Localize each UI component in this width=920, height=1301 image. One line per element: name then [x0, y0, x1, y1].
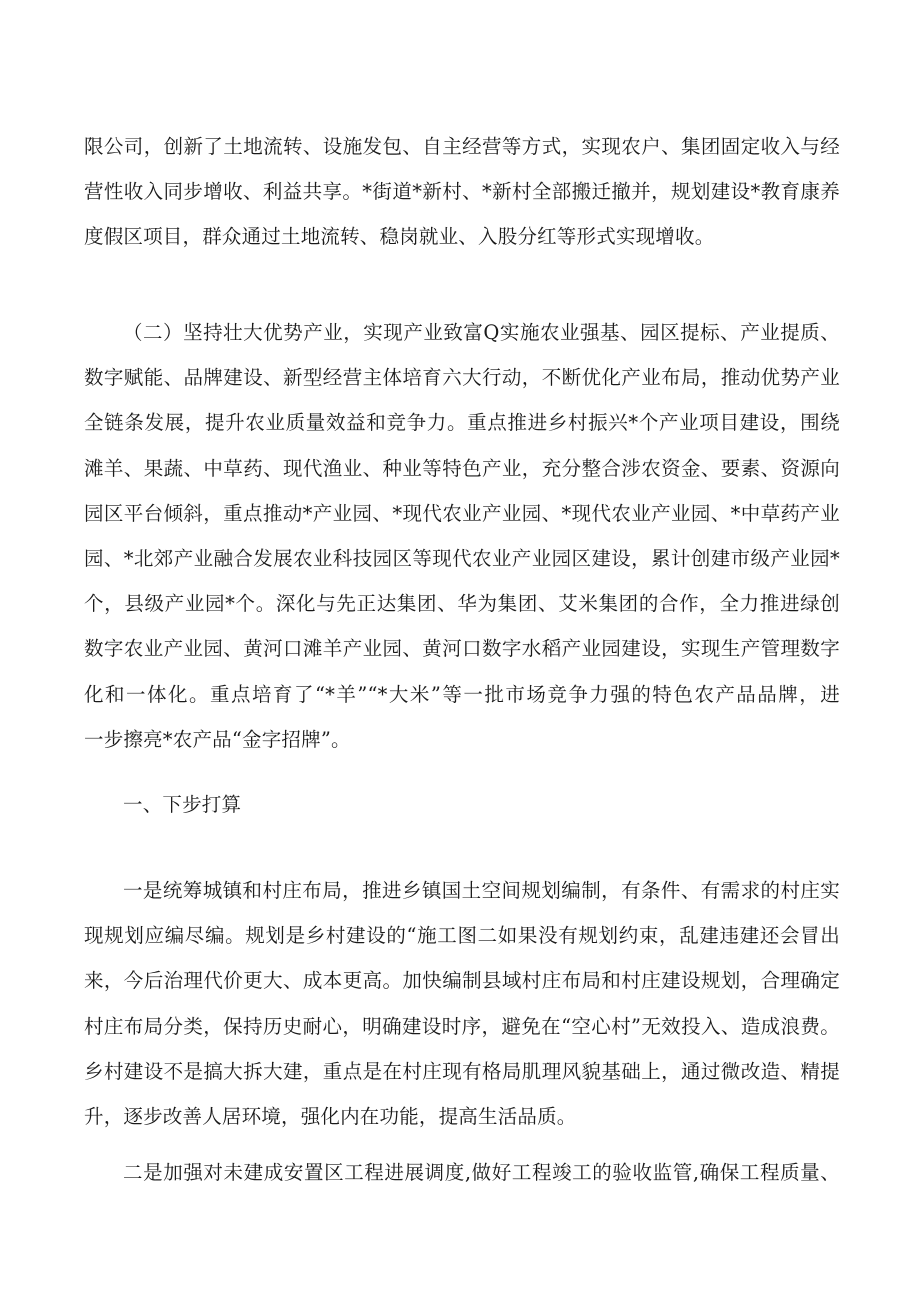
text-line: 园、*北郊产业融合发展农业科技园区等现代农业产业园区建设，累计创建市级产业园*: [84, 546, 840, 570]
text-line: 来，今后治理代价更大、成本更高。加快编制县域村庄布局和村庄建设规划，合理确定: [84, 969, 840, 993]
text-line: 营性收入同步增收、利益共享。*街道*新村、*新村全部搬迁撤并，规划建设*教育康养: [84, 180, 840, 204]
text-line: 滩羊、果蔬、中草药、现代渔业、种业等特色产业，充分整合涉农资金、要素、资源向: [84, 456, 840, 480]
text-line: 限公司，创新了土地流转、设施发包、自主经营等方式，实现农户、集团固定收入与经: [84, 135, 840, 158]
text-line: 全链条发展，提升农业质量效益和竞争力。重点推进乡村振兴*个产业项目建设，围绕: [84, 411, 840, 435]
text-line: 乡村建设不是搞大拆大建，重点是在村庄现有格局肌理风貌基础上，通过微改造、精提: [84, 1059, 840, 1083]
text-line: 化和一体化。重点培育了“*羊”“*大米”等一批市场竞争力强的特色农产品品牌，进: [84, 682, 840, 706]
text-line: 一步擦亮*农产品“金字招牌”。: [84, 727, 351, 751]
paragraph-planning: [84, 868, 840, 1139]
paragraph-continuation: [84, 124, 840, 260]
text-line: 个，县级产业园*个。深化与先正达集团、华为集团、艾米集团的合作，全力推进绿创: [84, 592, 840, 616]
text-line: 现规划应编尽编。规划是乡村建设的“施工图二如果没有规划约束，乱建违建还会冒出: [84, 924, 840, 948]
section-heading: [84, 782, 840, 827]
text-line: 二是加强对未建成安置区工程进展调度,做好工程竣工的验收监管,确保工程质量、: [123, 1161, 840, 1184]
text-line: 度假区项目，群众通过土地流转、稳岗就业、入股分红等形式实现增收。: [84, 225, 715, 249]
text-line: 园区平台倾斜，重点推动*产业园、*现代农业产业园、*现代农业产业园、*中草药产业: [84, 501, 840, 525]
paragraph-industry: [84, 310, 840, 762]
text-line: 一是统筹城镇和村庄布局，推进乡镇国土空间规划编制，有条件、有需求的村庄实: [123, 879, 840, 902]
heading-text: 一、下步打算: [123, 793, 242, 816]
text-line: 村庄布局分类，保持历史耐心，明确建设时序，避免在“空心村”无效投入、造成浪费。: [84, 1014, 840, 1038]
paragraph-resettlement: [84, 1150, 840, 1195]
text-line: 数字农业产业园、黄河口滩羊产业园、黄河口数字水稻产业园建设，实现生产管理数字: [84, 637, 840, 661]
text-line: 数字赋能、品牌建设、新型经营主体培育六大行动，不断优化产业布局，推动优势产业: [84, 366, 840, 390]
text-line: 升，逐步改善人居环境，强化内在功能，提高生活品质。: [84, 1104, 577, 1128]
text-line: （二）坚持壮大优势产业，实现产业致富Q实施农业强基、园区提标、产业提质、: [123, 321, 840, 344]
